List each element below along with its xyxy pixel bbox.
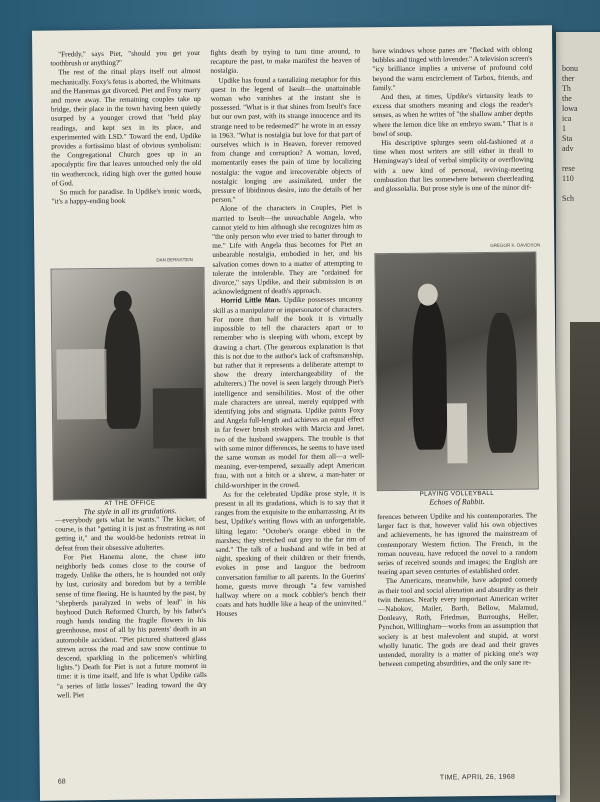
paragraph: The Americans, meanwhile, have adopted comedy as their tool and social alienation and absurdity as their twin themes. Nearly every important American writer—Nabokov, Mailer, Barth, Bellow, Malamud, Donleavy, Roth, Friedman, Burroughs, Heller, Pynchon, Willingham—works from an assumption that society is at best malevolent and stupid, at worst wholly lunatic. The gods are dead and their graves untended, morality is a matter of picking one's way between competing absurdities, and the only sane re- [377,575,539,669]
next-page-line: the [562,94,572,103]
caption-office [55,499,205,517]
next-page-line: adv [562,144,574,153]
photo-desk-papers [56,349,107,420]
paragraph: So much for paradise. In Updike's ironic words, "it's a happy-ending book [51,187,202,206]
next-page-line [562,184,600,194]
next-page-edge [556,32,600,802]
column-3-bottom [377,511,540,767]
photo-furniture [153,388,204,449]
caption-volleyball [377,489,537,507]
photo-figure-head [418,284,438,306]
photo-figure [104,309,141,429]
next-page-line: rese [562,164,575,173]
paragraph: Alone of the characters in Couples, Piet is married to Iseult—the unreachable Angela, who cannot yield to him although she recognizes him as "the only person who ever tried to batter through to me." Life with Angela thus becomes for Piet an unbearable nostalgia, embodied in her, and his salvation comes down to a matter of attempting to tolerate the intolerable. They are "ordained for divorce," says Updike, and their submission is an acknowledgment of death's approach. [211,203,363,297]
next-page-line [562,154,600,164]
photo-child-figure [447,403,468,463]
column-3-top [372,46,534,246]
magazine-page [32,25,560,800]
caption-office-title: AT THE OFFICE [104,499,156,508]
section-run-in-heading: Horrid Little Man. [220,297,281,306]
paragraph: "Freddy," says Piet, "should you get your toothbrush or anything?" [50,48,201,68]
caption-volleyball-subtitle: Echoes of Rabbit. [429,497,485,507]
paragraph: For Piet Hanema alone, the chase into neighborly beds comes close to the course of tragedy. Unlike the others, he is hounded not only by lust, curiosity and boredom but by a terrible sense of time fleeing. He is haunted by the past, by "shepherds paralyzed in webs of lead" in his boyhood Dutch Reformed Church, by his father's rough hands tending the fragile flowers in his greenhouse, most of all by his parents' death in an automobile accident. "Piet pictured shattered glass strewn across the road and saw snow continue to descend, sparkling in the policemen's whirling lights.") Death for Piet is not a future moment in time: it is time itself, and life is what Updike calls "a series of little losses" leading toward the dry well. Piet [55,551,207,700]
next-page-photo-edge [570,322,600,802]
paragraph: As for the celebrated Updike prose style, it is present in all its gradations, which is to say that it ranges from the exquisite to the embarrassing. At its best, Updike's writing flows with an unforgettable, lilting legato: "October's orange ebbed in the marshes; they stretched out grey to the far rim of sand." The talk of a husband and wife in bed at night, speaking of their children or their friends, evokes in pose and languor the bedroom conversation familiar to all parents. In the Guerins' home, guests move through "a few varnished hallway where on a mock cobbler's bench their coats and hats huddle like a heap of the uninvited." Houses [214,489,367,619]
photo-playing-volleyball [374,251,538,491]
column-1-top [50,49,202,261]
next-page-line: lowa [562,104,578,113]
next-page-line: ica [562,114,572,123]
next-page-line: ther [562,74,575,83]
next-page-line: 110 [562,174,574,183]
paragraph: have windows whose panes are "flecked with oblong bubbles and tinged with lavender." A television screen's "icy brilliance implies a universe of profound cold beyond the warm encirclement of Tarbox, friends, and family." [372,45,533,92]
photo-figure-head [114,291,132,313]
paragraph: His descriptive splurges seem old-fashioned at a time when most writers are still either in thrall to Hemingway's ideal of verbal simplicity or overflowing with a new kind of personal, reviving-meeting combustion that lies somewhere between cheerleading and glossolalia. But prose style is one of the minor dif- [373,137,534,194]
photo-figure [486,313,517,453]
next-page-line: Sch [562,194,574,203]
next-page-line: 1 [562,124,566,133]
paragraph: ferences between Updike and his contemporaries. The larger fact is that, however valid his own objectives and achievements, he has ignored the mainstream of contemporary Western fiction. The French, in the roman nouveau, have reduced the novel to a random series of received sounds and images; the English are tearing apart seven centuries of established order. [377,511,538,577]
next-page-line: bonu [562,64,578,73]
paragraph: The rest of the ritual plays itself out almost mechanically. Foxy's fetus is aborted, the Whitmans and the Hanemas get divorced. Piet and Foxy marry and move away. The remaining couples take up bridge, their place in the town having been quietly usurped by a younger crowd that "held play readings, and kept sex in its place, and experimented with LSD." Toward the end, Updike provides a fortissimo blast of obvious symbolism: the Congregational Church goes up in an apocalyptic fire that leaves untouched only the old tin weathercock, riding high over the gutted house of God. [50,67,202,188]
paragraph: Horrid Little Man. Updike possesses uncanny skill as a manipulator or impersonator of characters. For more than half the book it is virtually impossible to tell the characters apart or to remember who is sleeping with whom, except by drawing a chart. (The generous explanation is that this is not due to the author's lack of craftsmanship, but rather that it represents a deliberate attempt to show the dreary interchangeability of the adulterers.) The novel is seen largely through Piet's intelligence and sensibilities. Most of the other male characters are unreal, merely equipped with identifying jobs and stigmata. Updike paints Foxy and Angela full-length and achieves an equal effect in far fewer brush strokes with Marcia and Janet, two of the husband swappers. The trouble is that with some minor differences, he seems to have used the same woman as model for them all—a well-meaning, ever-tempered, sexually adept American frau, with not a bitch or a shrew, a man-hater or child-worshiper in the crowd. [212,295,365,490]
paragraph: —everybody gets what he wants." The kicker, of course, is that "getting it is just as frustrating as not getting it," and the would-be hedonists retreat in defeat from their obsessive adulteries. [55,514,206,553]
next-page-line: Sta [562,134,573,143]
photo-credit-office: DAN BERNSTEIN [156,257,193,263]
paragraph: fights death by trying to turn time around, to recapture the past, to make manifest the heaven of nostalgia. [210,47,361,76]
photo-at-the-office [50,267,206,501]
magazine-date-footer: TIME, APRIL 26, 1968 [439,773,516,782]
paragraph: And then, at times, Updike's virtuosity leads to excess that smothers meaning and clogs the reader's senses, as when he writes of "the shallow amber depths where the lemon dice like an embryo swam." That is a bowl of soup. [372,91,534,139]
paragraph: Updike has found a tantalizing metaphor for this quest in the legend of Iseult—the unattainable woman who vanishes at the instant she is possessed. "What is it that shines from Iseult's face but our own past, with its strange innocence and its strange need to be redeemed?" he wrote in an essay in 1963. "What is nostalgia but love for that part of ourselves which is in Heaven, forever removed from change and corruption? A woman, loved, momentarily eases the pain of time by localizing nostalgia: the vague and irrecoverable objects of nostalgic longing are assimilated, under the pressure of libidinous desire, into the details of her person." [210,74,362,205]
photo-figure [412,299,448,449]
caption-office-subtitle: The style in all its gradations. [83,506,177,517]
caption-volleyball-title: PLAYING VOLLEYBALL [419,489,495,498]
column-2 [210,47,368,769]
column-1-bottom [55,515,208,771]
next-page-line: Th [562,84,571,93]
next-page-text [562,64,600,204]
page-number: 68 [57,778,66,786]
photo-credit-volleyball: GREGOR K. DAVIDSON [490,242,541,248]
